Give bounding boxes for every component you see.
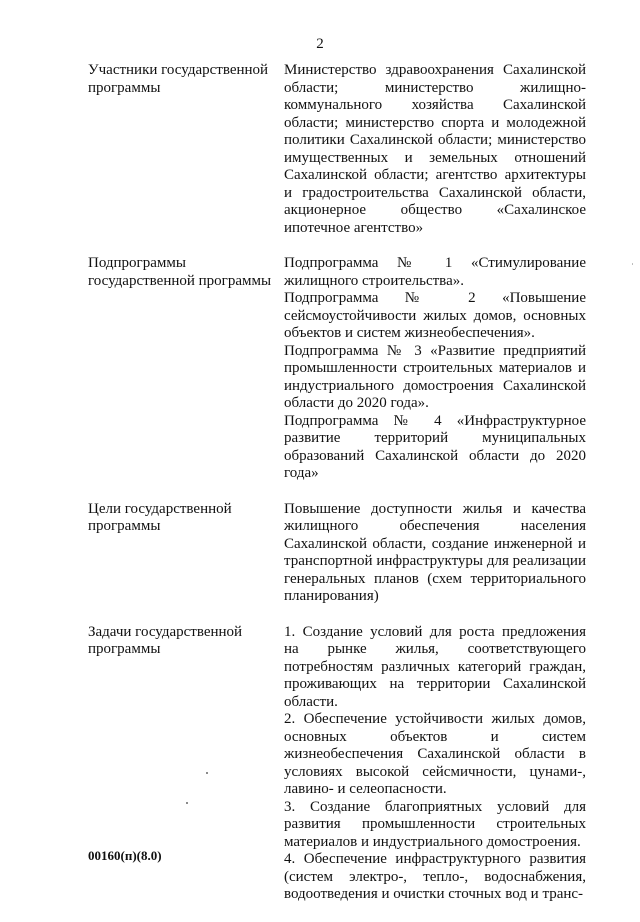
value-paragraph: Министерство здравоохранения Сахалинской области; министерство жилищно-коммунального хозяйства Сахалинской области; министерство спорта и молодежной политики Сахалинской области; министерство имущественных и земельных отношений Сахалинской области; агентство архитектуры и градостроительства Сахалинской области, акционерное общество «Сахалинское ипотечное агентство» [284,62,586,236]
passport-row-participants [88,62,588,237]
row-value [284,62,586,237]
row-value [284,624,586,904]
row-value [284,501,586,606]
page-number: 2 [316,36,324,52]
passport-row-subprograms [88,255,588,483]
row-label: Подпрограммы государственной программы [88,255,272,289]
value-paragraph: 4. Обеспечение инфраструктурного развития (систем электро-, тепло-, водоснабжения, водоотведения и очистки сточных вод и транс- [284,851,586,902]
scan-margin-mark: ˙ [631,262,634,272]
scan-speck [186,802,188,804]
row-value [284,255,586,483]
row-label: Участники государственной программы [88,62,269,96]
value-paragraph: Подпрограмма № 1 «Стимулирование жилищного строительства». [284,255,586,289]
row-label: Цели государственной программы [88,500,232,534]
passport-row-tasks [88,624,588,904]
value-paragraph: 3. Создание благоприятных условий для развития промышленности строительных материалов и индустриального домостроения. [284,798,586,850]
value-paragraph: Подпрограмма № 2 «Повышение сейсмоустойчивости жилых домов, основных объектов и систем жизнеобеспечения». [284,290,586,341]
value-paragraph: Подпрограмма № 4 «Инфраструктурное развитие территорий муниципальных образований Сахалинской области до 2020 года» [284,412,586,481]
value-paragraph: Подпрограмма № 3 «Развитие предприятий промышленности строительных материалов и индустриального домостроения Сахалинской области до 2020 года». [284,342,586,411]
value-paragraph: Повышение доступности жилья и качества жилищного обеспечения населения Сахалинской области, создание инженерной и транспортной инфраструктуры для реализации генеральных планов (схем территориального планирования) [284,500,586,604]
value-paragraph: 1. Создание условий для роста предложения на рынке жилья, соответствующего потребностям различных категорий граждан, проживающих на территории Сахалинской области. [284,623,586,710]
row-label: Задачи государственной программы [88,623,243,657]
program-passport-table [88,62,588,922]
passport-row-goals [88,501,588,606]
value-paragraph: 2. Обеспечение устойчивости жилых домов, основных объектов и систем жизнеобеспечения Сахалинской области в условиях высокой сейсмичности, цунами-, лавино- и селеопасности. [284,711,586,797]
scan-speck [206,772,208,774]
document-code: 00160(п)(8.0) [88,848,162,863]
